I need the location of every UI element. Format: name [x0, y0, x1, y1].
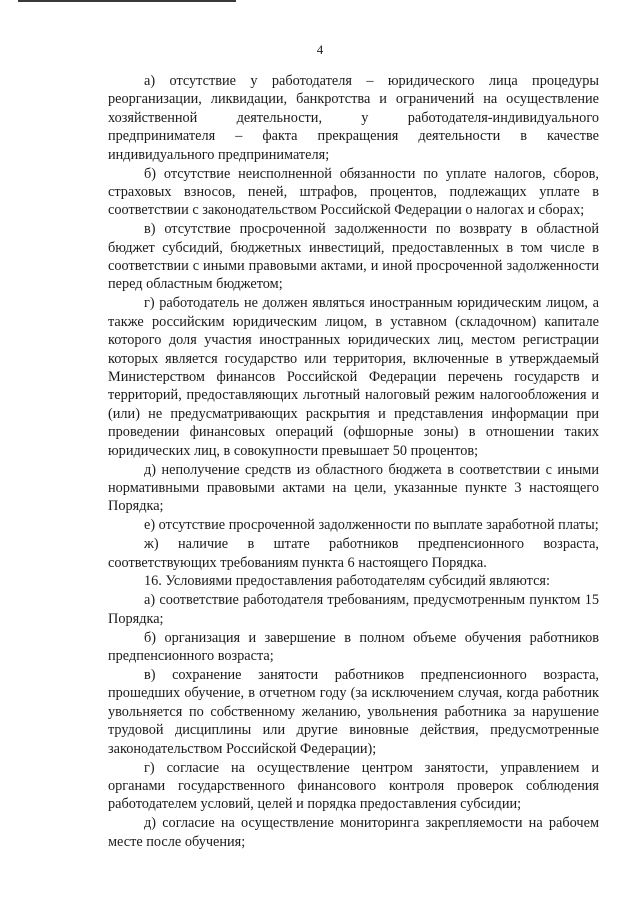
page-number: 4: [316, 42, 324, 57]
paragraph-16-heading: 16. Условиями предоставления работодателям субсидий являются:: [144, 573, 550, 590]
top-rule-divider: [18, 0, 236, 2]
paragraph-15f: е) отсутствие просроченной задолженности по выплате заработной платы;: [144, 517, 599, 534]
paragraph-15c: в) отсутствие просроченной задолженности по возврату в областной бюджет субсидий, бюджетных инвестиций, предоставленных в том числе в соответствии с иными правовыми актами, и иной просроченной задолженности перед областным бюджетом;: [108, 221, 599, 293]
paragraph-16c: в) сохранение занятости работников предпенсионного возраста, прошедших обучение, в отчетном году (за исключением случая, когда работник увольняется по собственному желанию, увольнения работника за нарушение трудовой дисциплины или другие виновные действия, предусмотренные законодательством Российской Федерации);: [108, 667, 599, 757]
paragraph-16b: б) организация и завершение в полном объеме обучения работников предпенсионного возраста;: [108, 629, 599, 665]
paragraph-16d: г) согласие на осуществление центром занятости, управлением и органами государственного финансового контроля проверок соблюдения работодателем условий, целей и порядка предоставления субсидии;: [108, 759, 599, 813]
paragraph-15b: б) отсутствие неисполненной обязанности по уплате налогов, сборов, страховых взносов, пеней, штрафов, процентов, подлежащих уплате в соответствии с законодательством Российской Федерации о налогах и сборах;: [108, 165, 599, 219]
document-body: [108, 72, 599, 852]
paragraph-15d: г) работодатель не должен являться иностранным юридическим лицом, а также российским юридическим лицом, в уставном (складочном) капитале которого доля участия иностранных юридических лиц, местом регистрации которых является государство или территория, включенные в утверждаемый Министерством финансов Российской Федерации перечень государств и территорий, предоставляющих льготный налоговый режим налогообложения и (или) не предусматривающих раскрытия и представления информации при проведении финансовых операций (офшорные зоны) в отношении таких юридических лиц, в совокупности превышает 50 процентов;: [108, 295, 599, 459]
paragraph-15e: д) неполучение средств из областного бюджета в соответствии с иными нормативными правовыми актами на цели, указанные пункте 3 настоящего Порядка;: [108, 461, 599, 515]
paragraph-16a: а) соответствие работодателя требованиям, предусмотренным пунктом 15 Порядка;: [108, 592, 599, 627]
paragraph-15g: ж) наличие в штате работников предпенсионного возраста, соответствующих требованиям пункта 6 настоящего Порядка.: [108, 536, 599, 571]
paragraph-16e: д) согласие на осуществление мониторинга закрепляемости на рабочем месте после обучения;: [108, 815, 599, 850]
paragraph-15a: а) отсутствие у работодателя – юридического лица процедуры реорганизации, ликвидации, банкротства и ограничений на осуществление хозяйственной деятельности, у работодателя-индивидуального предпринимателя – факта прекращения деятельности в качестве индивидуального предпринимателя;: [108, 73, 599, 163]
